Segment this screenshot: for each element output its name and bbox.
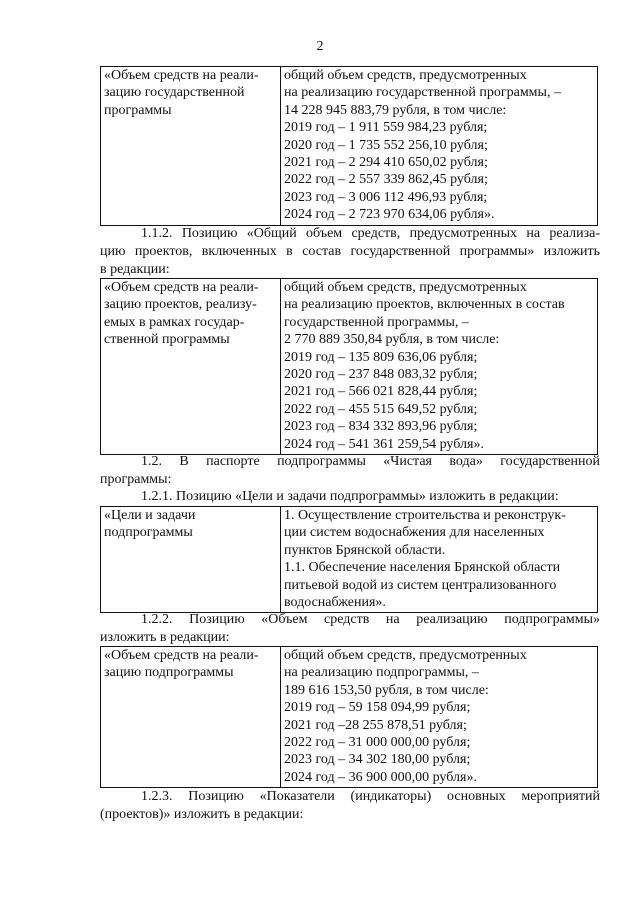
- cell-line: программы: [104, 102, 172, 118]
- cell-line: пунктов Брянской области.: [284, 542, 446, 558]
- cell-line: зацию подпрограммы: [104, 665, 234, 681]
- cell-line: 2019 год – 59 158 094,99 рубля;: [284, 700, 471, 716]
- cell-line: зацию государственной: [104, 85, 245, 101]
- paragraph-line: (проектов)» изложить в редакции:: [100, 807, 304, 822]
- cell-line: 2024 год – 36 900 000,00 рубля».: [284, 769, 477, 785]
- cell-line: 2020 год – 1 735 552 256,10 рубля;: [284, 137, 488, 153]
- table-cell-value: [281, 507, 598, 613]
- table-subprogram-funding: [100, 646, 598, 788]
- paragraph-1-2-2: [100, 611, 600, 647]
- table-cell-value: [281, 67, 598, 226]
- cell-line: 189 616 153,50 рубля, в том числе:: [284, 682, 489, 698]
- cell-line: 2 770 889 350,84 рубля, в том числе:: [284, 332, 500, 348]
- table-cell-value: [281, 647, 598, 788]
- paragraph-line: в редакции:: [100, 262, 170, 277]
- cell-line: ственной программы: [104, 332, 230, 348]
- table-cell-label: [101, 647, 281, 788]
- cell-line: общий объем средств, предусмотренных: [284, 280, 527, 295]
- cell-line: «Объем средств на реали-: [104, 68, 259, 83]
- table-program-funding: [100, 66, 598, 226]
- cell-line: 14 228 945 883,79 рубля, в том числе:: [284, 102, 507, 118]
- cell-line: общий объем средств, предусмотренных: [284, 68, 527, 83]
- table-cell-label: [101, 279, 281, 455]
- cell-line: 1.1. Обеспечение населения Брянской области: [284, 560, 561, 576]
- cell-line: 2022 год – 455 515 649,52 рубля;: [284, 401, 478, 417]
- cell-line: 2019 год – 1 911 559 984,23 рубля;: [284, 120, 488, 136]
- cell-line: зацию проектов, реализу-: [104, 297, 257, 313]
- table-projects-funding: [100, 278, 598, 455]
- cell-line: 2022 год – 31 000 000,00 рубля;: [284, 735, 471, 751]
- cell-line: «Цели и задачи: [104, 508, 196, 523]
- cell-line: на реализацию проектов, включенных в состав: [284, 297, 565, 313]
- cell-line: 2024 год – 541 361 259,54 рубля».: [284, 436, 484, 452]
- table-cell-label: [101, 67, 281, 226]
- paragraph-line: цию проектов, включенных в состав государственной программы» изложить: [100, 244, 600, 259]
- paragraph-line: 1.2.2. Позицию «Объем средств на реализацию подпрограммы»: [141, 612, 600, 627]
- cell-line: общий объем средств, предусмотренных: [284, 648, 527, 663]
- table-goals-tasks: [100, 506, 598, 613]
- paragraph-line: 1.1.2. Позицию «Общий объем средств, предусмотренных на реализа-: [141, 226, 600, 241]
- cell-line: 1. Осуществление строительства и реконструк-: [284, 508, 566, 523]
- table-cell-value: [281, 279, 598, 455]
- cell-line: на реализацию подпрограммы, –: [284, 665, 479, 681]
- cell-line: емых в рамках государ-: [104, 314, 245, 330]
- cell-line: «Объем средств на реали-: [104, 648, 259, 663]
- paragraph-line: 1.2.1. Позицию «Цели и задачи подпрограммы» изложить в редакции:: [141, 489, 559, 504]
- cell-line: 2024 год – 2 723 970 634,06 рубля».: [284, 207, 495, 223]
- cell-line: 2019 год – 135 809 636,06 рубля;: [284, 349, 478, 365]
- paragraph-1-2-1: [100, 488, 600, 506]
- table-cell-label: [101, 507, 281, 613]
- paragraph-line: программы:: [100, 472, 172, 487]
- cell-line: на реализацию государственной программы, –: [284, 85, 561, 101]
- page-number: 2: [316, 39, 324, 54]
- paragraph-line: 1.2. В паспорте подпрограммы «Чистая вода» государственной: [141, 454, 600, 469]
- cell-line: 2023 год – 3 006 112 496,93 рубля;: [284, 189, 488, 205]
- paragraph-line: изложить в редакции:: [100, 630, 230, 645]
- cell-line: государственной программы, –: [284, 314, 469, 330]
- cell-line: водоснабжения».: [284, 595, 386, 611]
- cell-line: 2020 год – 237 848 083,32 рубля;: [284, 367, 478, 383]
- cell-line: 2021 год –28 255 878,51 рубля;: [284, 717, 467, 733]
- cell-line: 2022 год – 2 557 339 862,45 рубля;: [284, 172, 488, 188]
- cell-line: 2021 год – 2 294 410 650,02 рубля;: [284, 155, 488, 171]
- cell-line: 2023 год – 34 302 180,00 рубля;: [284, 752, 471, 768]
- paragraph-1-1-2: [100, 225, 600, 279]
- paragraph-1-2-3: [100, 788, 600, 824]
- cell-line: 2023 год – 834 332 893,96 рубля;: [284, 419, 478, 435]
- cell-line: питьевой водой из систем централизованного: [284, 577, 557, 593]
- paragraph-line: 1.2.3. Позицию «Показатели (индикаторы) основных мероприятий: [141, 789, 600, 804]
- cell-line: 2021 год – 566 021 828,44 рубля;: [284, 384, 478, 400]
- cell-line: ции систем водоснабжения для населенных: [284, 525, 545, 541]
- cell-line: «Объем средств на реали-: [104, 280, 259, 295]
- paragraph-1-2: [100, 453, 600, 489]
- cell-line: подпрограммы: [104, 525, 193, 541]
